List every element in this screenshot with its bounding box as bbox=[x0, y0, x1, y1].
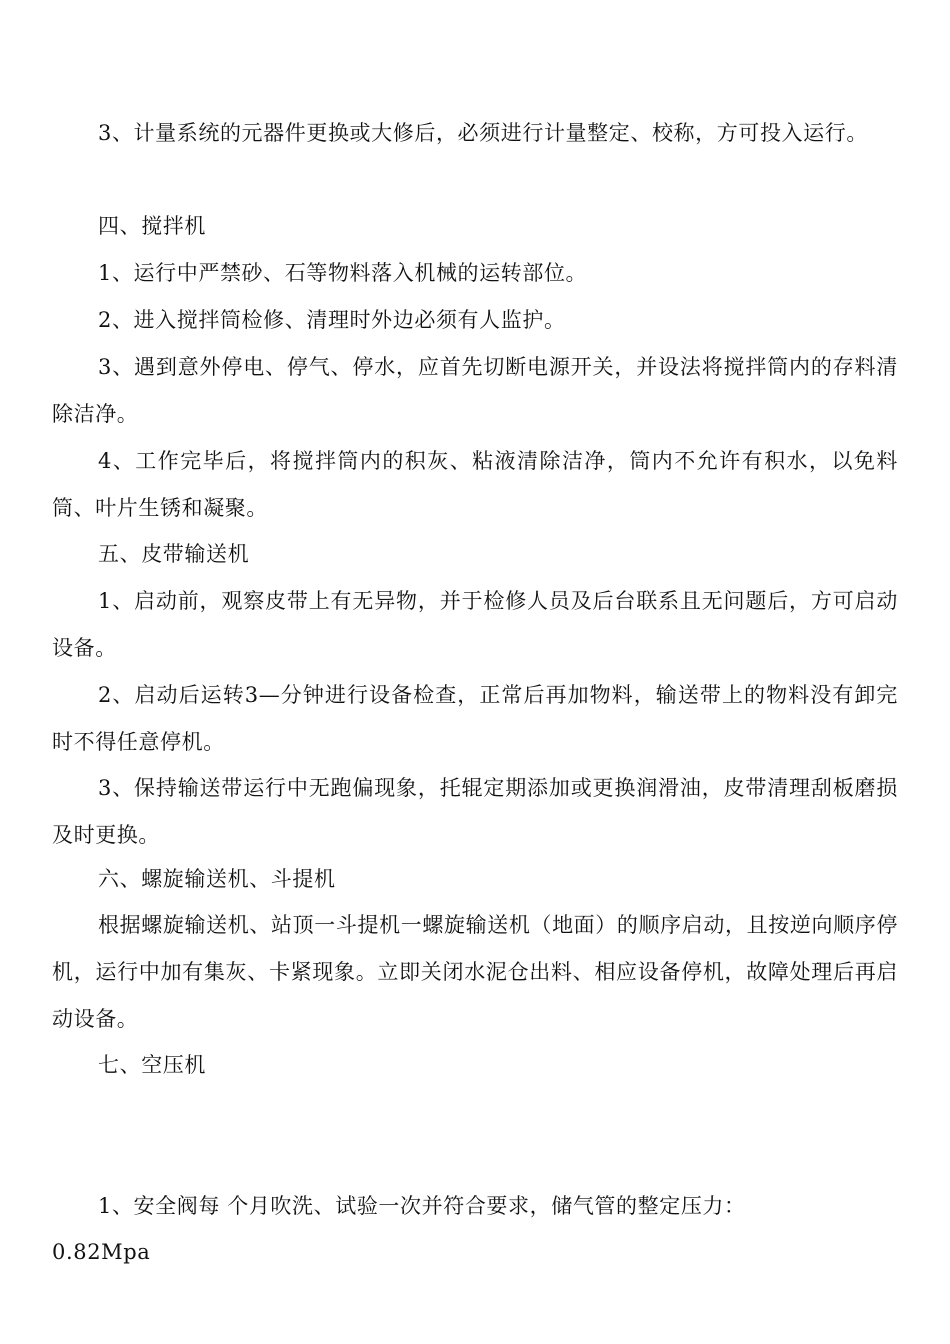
paragraph-belt-1: 1、启动前，观察皮带上有无异物，并于检修人员及后台联系且无问题后，方可启动设备。 bbox=[52, 589, 898, 660]
paragraph-mixer-3: 3、遇到意外停电、停气、停水，应首先切断电源开关，并设法将搅拌筒内的存料清除洁净。 bbox=[52, 355, 898, 426]
paragraph-mixer-4: 4、工作完毕后，将搅拌筒内的积灰、粘液清除洁净，筒内不允许有积水，以免料筒、叶片生锈和凝聚。 bbox=[52, 449, 898, 520]
section-heading-belt-conveyor: 五、皮带输送机 bbox=[98, 542, 250, 566]
section-heading-screw-conveyor: 六、螺旋输送机、斗提机 bbox=[98, 867, 336, 891]
paragraph-metering-repair: 3、计量系统的元器件更换或大修后，必须进行计量整定、校称，方可投入运行。 bbox=[98, 121, 868, 145]
paragraph-screw-conveyor: 根据螺旋输送机、站顶一斗提机一螺旋输送机（地面）的顺序启动，且按逆向顺序停机，运行中加有集灰、卡紧现象。立即关闭水泥仓出料、相应设备停机，故障处理后再启动设备。 bbox=[52, 913, 898, 1031]
section-heading-air-compressor: 七、空压机 bbox=[98, 1053, 206, 1077]
pressure-value: 0.82Mpa bbox=[52, 1240, 151, 1264]
section-heading-mixer: 四、搅拌机 bbox=[98, 214, 206, 238]
paragraph-compressor-1: 1、安全阀每 个月吹洗、试验一次并符合要求，储气管的整定压力： bbox=[98, 1194, 746, 1218]
paragraph-mixer-1: 1、运行中严禁砂、石等物料落入机械的运转部位。 bbox=[98, 261, 588, 285]
paragraph-belt-2: 2、启动后运转3—分钟进行设备检查，正常后再加物料，输送带上的物料没有卸完时不得任意停机。 bbox=[52, 683, 898, 754]
paragraph-belt-3: 3、保持输送带运行中无跑偏现象，托辊定期添加或更换润滑油，皮带清理刮板磨损及时更换。 bbox=[52, 776, 898, 847]
paragraph-mixer-2: 2、进入搅拌筒检修、清理时外边必须有人监护。 bbox=[98, 308, 566, 332]
